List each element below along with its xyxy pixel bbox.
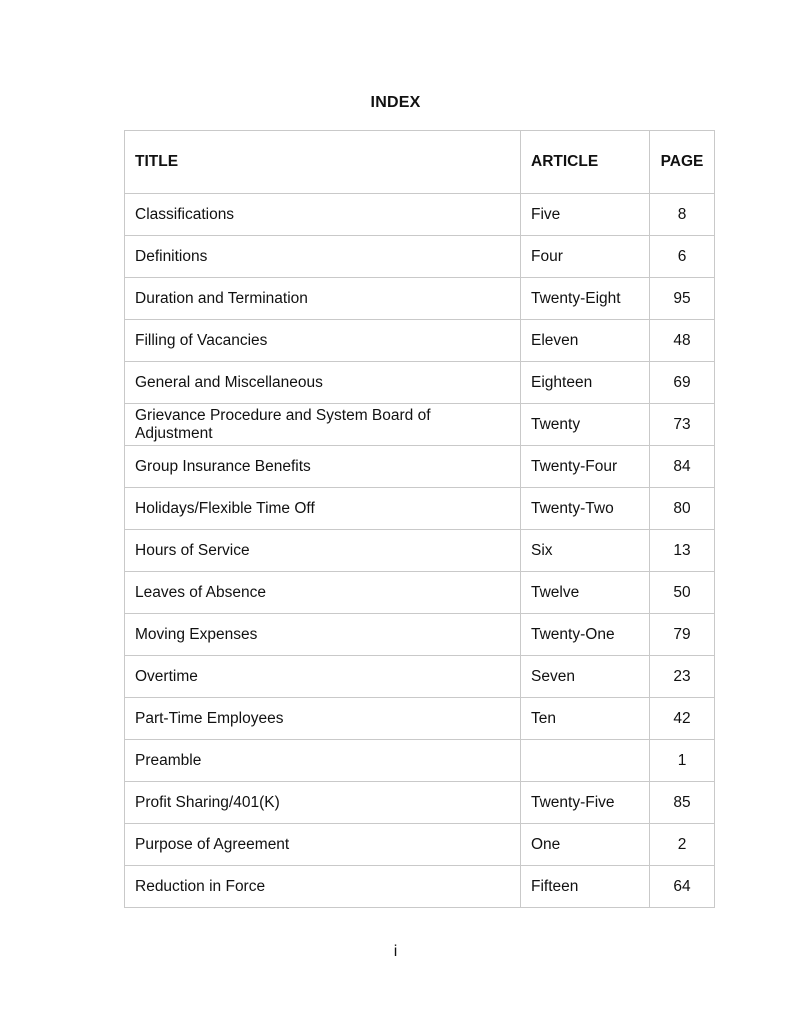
table-body	[125, 194, 715, 908]
row-article-cell: Twenty-Five	[521, 782, 650, 824]
table-row	[125, 320, 715, 362]
column-header-page: PAGE	[650, 131, 715, 194]
row-article-cell: Twenty	[521, 404, 650, 446]
row-article-cell: One	[521, 824, 650, 866]
row-title-cell: Holidays/Flexible Time Off	[125, 488, 521, 530]
page-number: i	[393, 943, 398, 960]
row-title-cell: Definitions	[125, 236, 521, 278]
table-row	[125, 278, 715, 320]
row-page-cell: 73	[650, 404, 715, 446]
row-title-cell: Part-Time Employees	[125, 698, 521, 740]
row-article-cell: Five	[521, 194, 650, 236]
table-row	[125, 614, 715, 656]
row-page-cell: 79	[650, 614, 715, 656]
row-article-cell: Twenty-Eight	[521, 278, 650, 320]
row-title-cell: Overtime	[125, 656, 521, 698]
row-article-cell: Twenty-Four	[521, 446, 650, 488]
table-row	[125, 446, 715, 488]
row-title-cell: Profit Sharing/401(K)	[125, 782, 521, 824]
row-title-cell: Group Insurance Benefits	[125, 446, 521, 488]
table-row	[125, 572, 715, 614]
table-row	[125, 404, 715, 446]
row-page-cell: 1	[650, 740, 715, 782]
row-title-cell: Classifications	[125, 194, 521, 236]
row-page-cell: 42	[650, 698, 715, 740]
table-row	[125, 698, 715, 740]
row-article-cell: Twelve	[521, 572, 650, 614]
row-title-cell: Moving Expenses	[125, 614, 521, 656]
table-row	[125, 194, 715, 236]
table-row	[125, 866, 715, 908]
table-row	[125, 656, 715, 698]
row-page-cell: 23	[650, 656, 715, 698]
row-page-cell: 50	[650, 572, 715, 614]
table-row	[125, 530, 715, 572]
row-page-cell: 13	[650, 530, 715, 572]
row-title-cell: General and Miscellaneous	[125, 362, 521, 404]
table-header-row	[125, 131, 715, 194]
row-page-cell: 2	[650, 824, 715, 866]
column-header-article: ARTICLE	[521, 131, 650, 194]
row-article-cell: Four	[521, 236, 650, 278]
row-title-cell: Grievance Procedure and System Board of Adjustment	[125, 404, 521, 446]
row-page-cell: 6	[650, 236, 715, 278]
table-row	[125, 824, 715, 866]
row-page-cell: 84	[650, 446, 715, 488]
row-title-cell: Leaves of Absence	[125, 572, 521, 614]
column-header-title: TITLE	[125, 131, 521, 194]
row-page-cell: 48	[650, 320, 715, 362]
row-title-cell: Hours of Service	[125, 530, 521, 572]
row-title-cell: Reduction in Force	[125, 866, 521, 908]
row-title-cell: Purpose of Agreement	[125, 824, 521, 866]
row-article-cell	[521, 740, 650, 782]
table-row	[125, 782, 715, 824]
table-row	[125, 362, 715, 404]
row-page-cell: 8	[650, 194, 715, 236]
row-page-cell: 69	[650, 362, 715, 404]
index-table	[124, 130, 715, 908]
row-page-cell: 95	[650, 278, 715, 320]
row-article-cell: Seven	[521, 656, 650, 698]
row-title-cell: Duration and Termination	[125, 278, 521, 320]
table-row	[125, 740, 715, 782]
row-title-cell: Preamble	[125, 740, 521, 782]
row-article-cell: Twenty-Two	[521, 488, 650, 530]
row-page-cell: 80	[650, 488, 715, 530]
row-article-cell: Fifteen	[521, 866, 650, 908]
row-article-cell: Ten	[521, 698, 650, 740]
row-title-cell: Filling of Vacancies	[125, 320, 521, 362]
row-article-cell: Six	[521, 530, 650, 572]
row-article-cell: Eleven	[521, 320, 650, 362]
row-page-cell: 64	[650, 866, 715, 908]
page-title: INDEX	[370, 94, 421, 111]
table-row	[125, 236, 715, 278]
row-article-cell: Twenty-One	[521, 614, 650, 656]
table-row	[125, 488, 715, 530]
row-page-cell: 85	[650, 782, 715, 824]
row-article-cell: Eighteen	[521, 362, 650, 404]
